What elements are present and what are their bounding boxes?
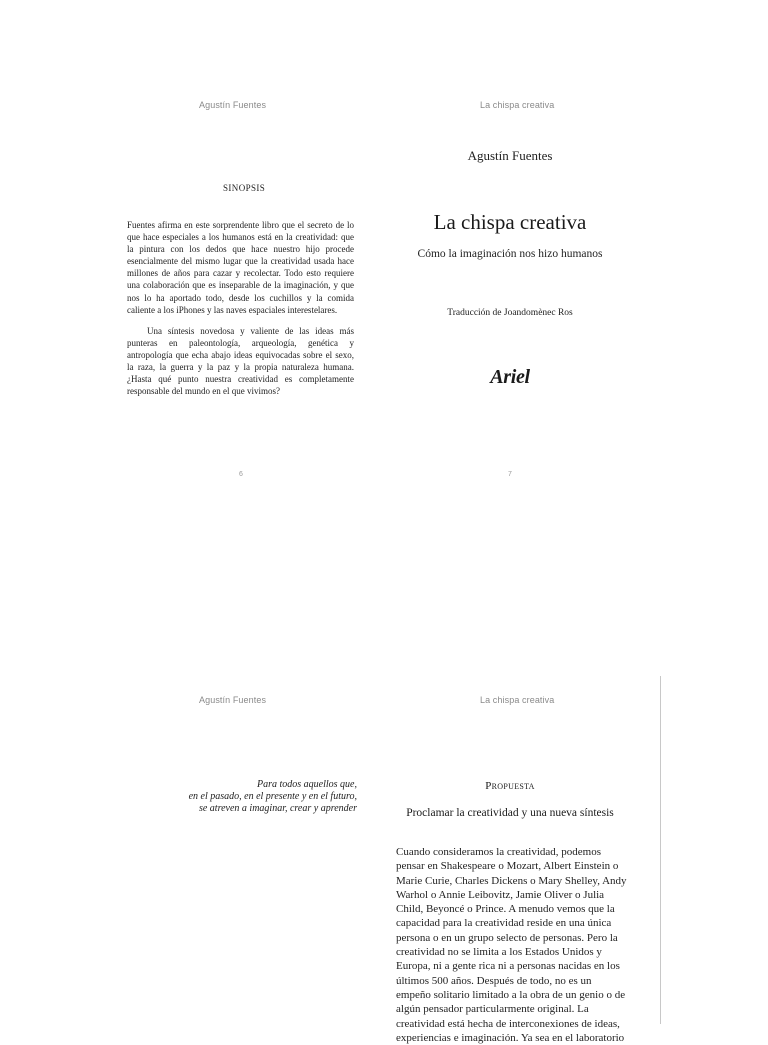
page-number: 6: [239, 471, 243, 478]
synopsis-text: [127, 219, 354, 397]
book-subtitle: Cómo la imaginación nos hizo humanos: [417, 248, 603, 260]
running-head-title: La chispa creativa: [480, 695, 555, 705]
scroll-track[interactable]: [660, 676, 661, 1024]
running-head-author: Agustín Fuentes: [199, 695, 267, 705]
running-head-author: Agustín Fuentes: [199, 100, 267, 110]
book-title: La chispa creativa: [433, 210, 587, 234]
section-subtitle: Proclamar la creatividad y una nueva síntesis: [406, 807, 614, 819]
synopsis-paragraph: Fuentes afirma en este sorprendente libro que el secreto de lo que hace especiales a los humanos está en la creatividad: que la pintura con los dedos que hace nuestro hijo procede esencialmente del mismo lugar que la creatividad usada hace millones de años para cazar y recolectar. Todo esto requiere una colaboración que es inseparable de la imaginación, y que nos lo ha aportado todo, desde los cuchillos y la comida caliente a los iPhones y las naves espaciales interestelares.: [127, 220, 354, 315]
page-number: 7: [508, 471, 512, 478]
running-head-title: La chispa creativa: [480, 100, 555, 110]
synopsis-heading: SINOPSIS: [223, 183, 266, 193]
dedication-line: en el pasado, en el presente y en el futuro,: [188, 791, 357, 803]
dedication-line: Para todos aquellos que,: [257, 779, 357, 790]
translator-credit: Traducción de Joandomènec Ros: [447, 308, 573, 318]
body-text: [396, 845, 628, 1044]
dedication: [160, 779, 357, 816]
synopsis-paragraph: Una síntesis novedosa y valiente de las ideas más punteras en paleontología, arqueología, genética y antropología que echa abajo ideas equivocadas sobre el sexo, la raza, la guerra y la paz y la propia naturaleza humana. ¿Hasta qué punto nuestra creatividad es completamente responsable del mundo en el que vivimos?: [127, 325, 354, 397]
section-title: Propuesta: [485, 780, 535, 792]
book-author: Agustín Fuentes: [467, 148, 553, 163]
publisher-logo: Ariel: [490, 366, 530, 388]
dedication-line: se atreven a imaginar, crear y aprender: [198, 803, 357, 815]
body-paragraph: Cuando consideramos la creatividad, podemos pensar en Shakespeare o Mozart, Albert Einstein o Marie Curie, Charles Dickens o Mary Shelley, Andy Warhol o Annie Leibovitz, Jamie Oliver o Julia Child, Beyoncé o Prince. A menudo vemos que la capacidad para la creatividad reside en una única persona o en un grupo selecto de personas. Pero la creatividad no se limita a los Estados Unidos y Europa, ni a gente rica ni a personas nacidas en los últimos 500 años. Después de todo, no es un empeño solitario limitado a la obra de un genio o de algún pensador particularmente original. La creatividad está hecha de interconexiones de ideas, experiencias e imaginación. Ya sea en el laboratorio: [396, 846, 627, 1044]
